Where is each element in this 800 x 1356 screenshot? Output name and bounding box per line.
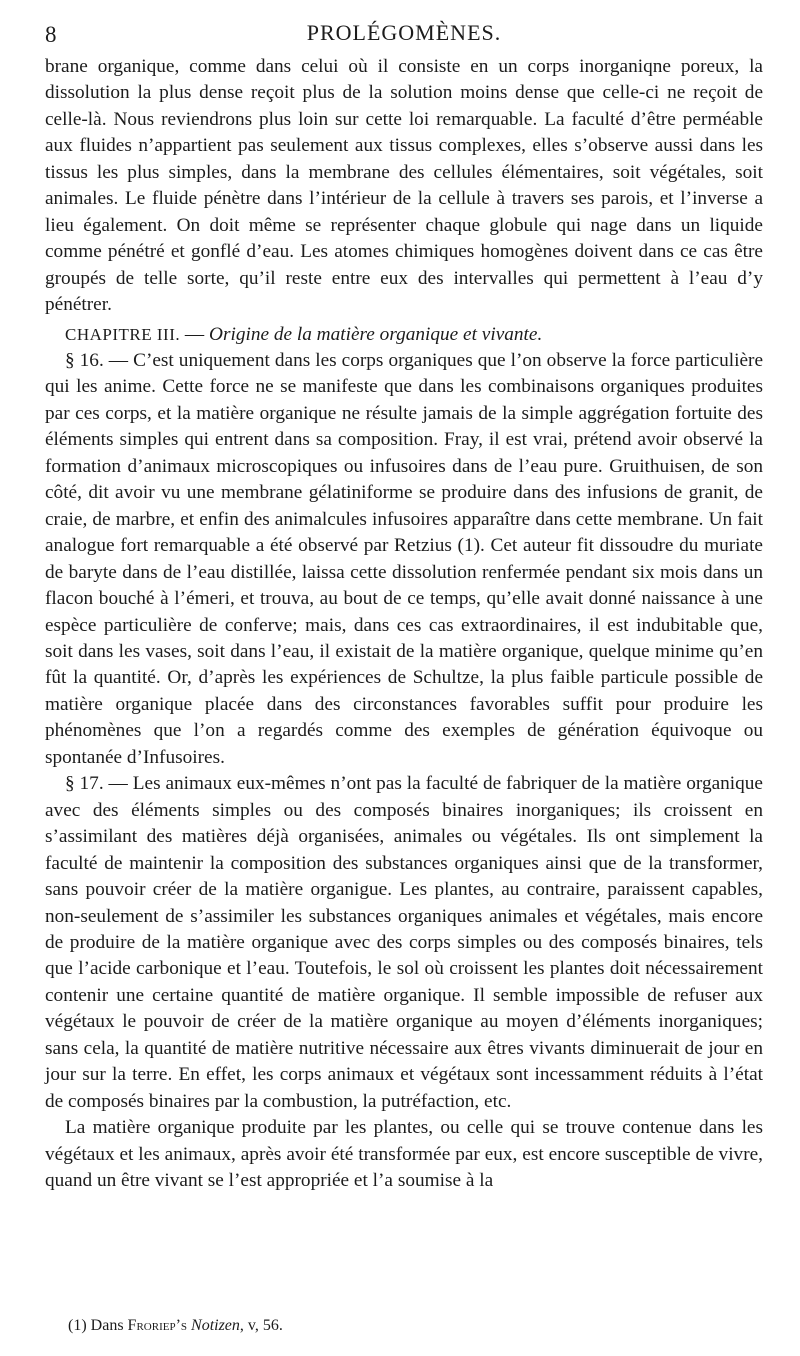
chapter-heading	[45, 322, 763, 348]
page	[45, 14, 763, 1194]
paragraph-final: La matière organique produite par les plantes, ou celle qui se trouve contenue dans les végétaux et les animaux, après avoir été transformée par eux, est encore susceptible de vivre, quand un être vivant se l’est appropriée et l’a soumise à la	[45, 1117, 763, 1192]
running-title: PROLÉGOMÈNES.	[306, 20, 502, 45]
chapter-title: Origine de la matière organique et vivante.	[209, 323, 543, 345]
page-number: 8	[45, 22, 57, 47]
chapter-label: CHAPITRE III.	[65, 324, 181, 344]
footnote-ref: , v, 56.	[239, 1317, 283, 1334]
paragraph-section-16: § 16. — C’est uniquement dans les corps organiques que l’on observe la force particulière qui les anime. Cette force ne se manifeste que dans les combinaisons organiques produites par ces corps, et la matière organique ne résulte jamais de la simple aggrégation fortuite des éléments simples qui entrent dans sa composition. Fray, il est vrai, prétend avoir observé la formation d’animaux microscopiques ou infusoires dans de l’eau pure. Gruithuisen, de son côté, dit avoir vu une membrane gélatiniforme se produire dans des infusions de granit, de craie, de marbre, et enfin des animalcules infusoires apparaître dans cette membrane. Un fait analogue fort remarquable a été observé par Retzius (1). Cet auteur fit dissoudre du muriate de baryte dans de l’eau distillée, laissa cette dissolution renfermée pendant six mois dans un flacon bouché à l’émeri, et trouva, au bout de ce temps, qu’elle avait donné naissance à une espèce particulière de conferve; mais, dans ces cas extraordinaires, il est indubitable que, soit dans les vases, soit dans l’eau, il existait de la matière organique, quelque minime qu’en fût la quantité. Or, d’après les expériences de Schultze, la plus faible particule possible de matière organique placée dans des circonstances favorables suffit pour produire les phénomènes que l’on a regardés comme des exemples de génération équivoque ou spontanée d’Infusoires.	[45, 349, 763, 768]
running-head	[45, 14, 763, 54]
footnote	[68, 1316, 283, 1336]
chapter-dash: —	[180, 323, 210, 345]
paragraph-section-17: § 17. — Les animaux eux-mêmes n’ont pas la faculté de fabriquer de la matière organique avec des éléments simples ou des composés binaires inorganiques; ils croissent en s’assimilant des matières déjà organisées, animales ou végétales. Ils ont simplement la faculté de maintenir la composition des substances organiques ainsi que de la transformer, sans pouvoir créer de la matière organigue. Les plantes, au contraire, paraissent capables, non-seulement de s’assimiler les substances organiques animales et végétales, mais encore de produire de la matière organique avec des corps simples ou des composés binaires, tels que l’acide carbonique et l’eau. Toutefois, le sol où croissent les plantes doit nécessairement contenir une certaine quantité de matière organique. Il semble impossible de refuser aux végétaux le pouvoir de créer de la matière organique au moyen d’éléments inorganiques; sans cela, la quantité de matière nutritive nécessaire aux êtres vivants diminuerait de jour en jour sur la terre. En effet, les corps animaux et végétaux sont incessamment réduits à l’état de composés binaires par la combustion, la putréfaction, etc.	[45, 773, 763, 1112]
paragraph-continuation: brane organique, comme dans celui où il consiste en un corps inorganiqne poreux, la dissolution la plus dense reçoit plus de la solution moins dense que celle-ci ne reçoit de celle-là. Nous reviendrons plus loin sur cette loi remarquable. La faculté d’être perméable aux fluides n’appartient pas seulement aux tissus complexes, elles s’observe aussi dans les tissus les plus simples, dans la membrane des cellules élémentaires, soit végétales, soit animales. Le fluide pénètre dans l’intérieur de la cellule à travers ses parois, et l’inverse a lieu également. On doit même se représenter chaque globule qui nage dans un liquide comme pénétré et gonflé d’eau. Les atomes chimiques homogènes doivent dans ce cas être groupés de telle sorte, qu’il reste entre eux des intervalles qui permettent à l’eau d’y pénétrer.	[45, 56, 763, 316]
footnote-author: Froriep’s	[127, 1317, 188, 1334]
footnote-work: Notizen	[191, 1317, 240, 1334]
footnote-marker: (1) Dans	[68, 1317, 128, 1334]
body-text	[45, 54, 763, 1194]
